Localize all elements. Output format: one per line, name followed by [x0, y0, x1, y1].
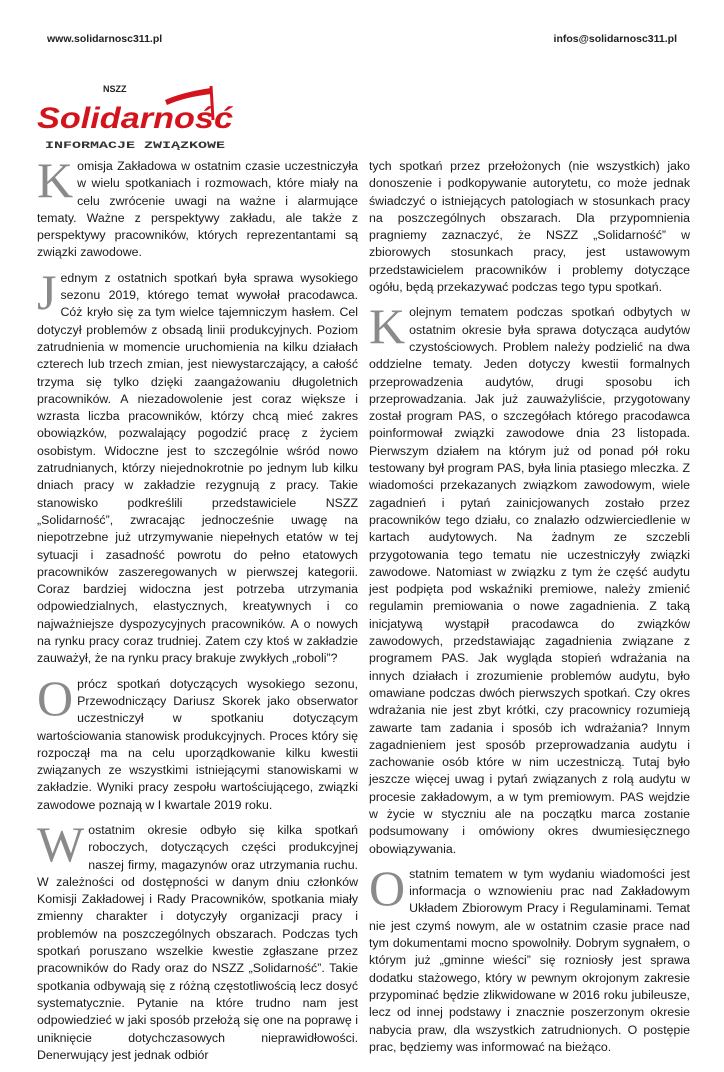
- website-link[interactable]: www.solidarnosc311.pl: [47, 33, 163, 45]
- email-link[interactable]: infos@solidarnosc311.pl: [553, 33, 677, 45]
- paragraph: Ostatnim tematem w tym wydaniu wiadomości jest informacja o wznowieniu prac nad Zakładowym Układem Zbiorowym Pracy i Regulaminami. Temat nie jest czymś nowym, ale w ostatnim czasie prace nad tym dokumentami mocno spowolniły. Dobrym sygnałem, o którym już „gminne wieści” się rozniosły jest sprawa dodatku stażowego, który w pewnym okrojonym zakresie przypominać będzie zlikwidowane w 2016 roku jubileusze, lecz od innej podstawy i znacznie poszerzonym okresie nabycia praw, dla wszystkich zatrudnionych. O postępie prac, będziemy was informować na bieżąco.: [369, 859, 690, 1054]
- dropcap: K: [37, 152, 74, 208]
- article-column-left: [37, 152, 358, 1072]
- solidarnosc-logo: [33, 78, 238, 153]
- paragraph: Kolejnym tematem podczas spotkań odbytych w ostatnim okresie była sprawa dotycząca audytów czystościowych. Problem należy podzielić na dwa oddzielne tematy. Jeden dotyczy kwestii formalnych przeprowadzenia audytów, drugi sposobu ich przeprowadzania. Jak już zauważyliście, przygotowany został program PAS, o szczegółach którego pracodawca poinformował związki zawodowe dnia 23 listopada. Pierwszym działem na którym już od ponad pół roku testowany był program PAS, była linia ptasiego mleczka. Z wiadomości przekazanych związkom zawodowym, wiele zagadnień i pytań zainicjowanych zostało przez pracowników tego działu, co znalazło odzwierciedlenie w kartach audytowych. Na żadnym ze szczebli przygotowania tego tematu nie uczestniczyły związki zawodowe. Natomiast w związku z tym że część audytu jest podpięta pod wskaźniki premiowe, należy zmienić regulamin premiowania o nowe zagadnienia. Z taką inicjatywą wystąpił pracodawca do związków zawodowych, przedstawiając zagadnienia związane z programem PAS. Jak wygląda stopień wdrażania na innych działach i zrozumienie problemów audytu, było omawiane podczas dwóch pierwszych spotkań. Czy okres wdrażania nie jest zbyt krótki, czy pracownicy rozumieją zawarte tam zadania i sposób ich wdrażania? Innym zagadnieniem jest sposób przeprowadzania audytu i zachowanie osób które w nim uczestniczą. Tutaj było jeszcze więcej uwag i pytań związanych z rolą audytu w procesie zakładowym, a w tym premiowym. PAS wejdzie w życie w styczniu ale na początku marca zostanie podsumowany i omówiony okres dwumiesięcznego obowiązywania.: [369, 298, 690, 856]
- dropcap: W: [37, 815, 85, 872]
- paragraph: tych spotkań przez przełożonych (nie wszystkich) jako donoszenie i podkopywanie autorytetu, co może jednak świadczyć o istniejących patologiach w stosunkach pracy na poszczególnych obszarach. Dla przypomnienia pragniemy zaznaczyć, że NSZZ „Solidarność” w zbiorowych stosunkach pracy, jest ustawowym przedstawicielem pracowników i problemy dotyczące ogółu, będą przekazywać podczas tego typu spotkań.: [369, 159, 690, 295]
- paragraph: Komisja Zakładowa w ostatnim czasie uczestniczyła w wielu spotkaniach i rozmowach, które miały na celu zwrócenie uwagi na ważne i alarmujące tematy. Ważne z perspektywy zakładu, ale także z perspektywy pracowników, których reprezentantami są związki zawodowe.: [37, 152, 358, 260]
- dropcap: J: [37, 263, 57, 320]
- dropcap: O: [37, 669, 74, 726]
- dropcap: K: [369, 298, 406, 355]
- paragraph: Oprócz spotkań dotyczących wysokiego sezonu, Przewodniczący Dariusz Skorek jako obserwator uczestniczył w spotkaniu dotyczącym wartościowania stanowisk produkcyjnych. Proces który się rozpoczął ma na celu uporządkowanie kilku kwestii związanych ze wszystkimi istniejącymi stanowiskami w zakładzie. Wyniki pracy zespołu wartościującego, związki zawodowe poznają w I kwartale 2019 roku.: [37, 669, 358, 812]
- paragraph: W ostatnim okresie odbyło się kilka spotkań roboczych, dotyczących części produkcyjnej naszej firmy, magazynów oraz utrzymania ruchu. W zależności od dostępności w danym dniu członków Komisji Zakładowej i Rady Pracowników, spotkania miały zmienny charakter i dotyczyły organizacji pracy i problemów na poszczególnych obszarach. Podczas tych spotkań poruszano wszelkie kwestie zgłaszane przez pracowników do Rady oraz do NSZZ „Solidarność”. Takie spotkania odbywają się z różną częstotliwością lecz dosyć systematycznie. Pytanie na które trudno nam jest odpowiedzieć w jaki sposób przełożą się one na poprawę i uniknięcie dotychczasowych nieprawidłowości. Denerwujący jest jednak odbiór: [37, 815, 358, 1062]
- dropcap: O: [369, 859, 406, 916]
- logo-nszz-text: NSZZ: [103, 84, 127, 94]
- logo-subtitle-text: INFORMACJE ZWIĄZKOWE: [45, 140, 225, 152]
- paragraph: Jednym z ostatnich spotkań była sprawa wysokiego sezonu 2019, którego temat wywołał pracodawca. Cóż kryło się za tym wielce tajemniczym hasłem. Cel dotyczył problemów z obsadą linii produkcyjnych. Poziom zatrudnienia w momencie uruchomienia na kilku działach czterech lub trzech zmian, jest niewystarczający, a całość trzyma się tylko dzięki zaangażowaniu długoletnich pracowników. A niezadowolenie jest coraz większe i wzrasta liczba pracowników, którzy chcą mieć zakres obowiązków, pozwalający pogodzić pracę z życiem osobistym. Widoczne jest to szczególnie wśród nowo zatrudnianych, którzy niejednokrotnie po jednym lub kilku dniach pracy w zakładzie rezygnują z pracy. Takie stanowisko podkreślili przedstawiciele NSZZ „Solidarność”, zwracając jednocześnie uwagę na niepotrzebne już utrzymywanie niepełnych etatów w tej sytuacji i zasadność powrotu do pełno etatowych pracowników zaszeregowanych w pierwszej kategorii. Coraz bardziej widoczna jest potrzeba utrzymania odpowiedzialnych, elastycznych, kreatywnych i co najważniejsze dyspozycyjnych pracowników. A o nowych na rynku pracy coraz trudniej. Zatem czy ktoś w zakładzie zauważył, że na rynku pracy brakuje zwykłych „roboli”?: [37, 263, 358, 666]
- logo-main-text: Solidarność: [37, 102, 234, 135]
- article-column-right: [369, 158, 690, 1064]
